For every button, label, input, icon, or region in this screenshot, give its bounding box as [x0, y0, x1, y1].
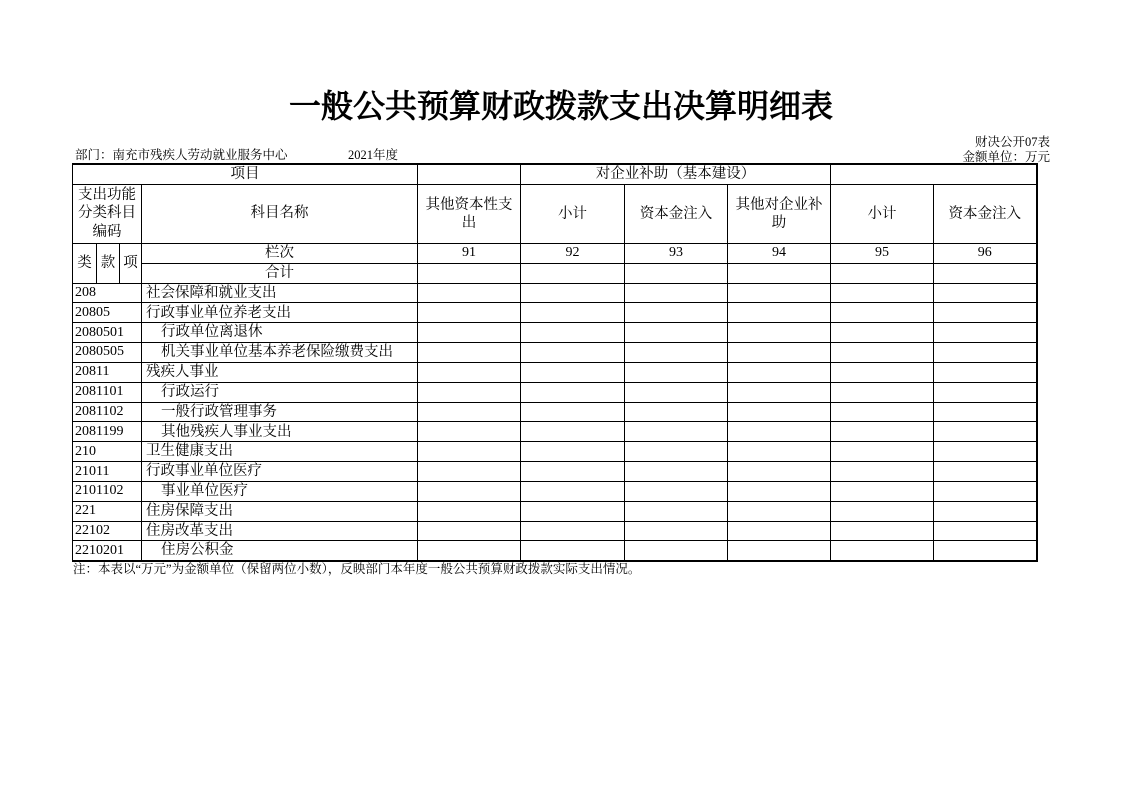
- form-code: 财决公开07表: [974, 135, 1050, 149]
- header-blank-cell: [418, 164, 521, 184]
- subject-code-cell: 22102: [73, 521, 142, 541]
- table-row: [73, 462, 1037, 482]
- column-header-label: 小计: [867, 205, 897, 222]
- amount-cell: [934, 462, 1037, 482]
- amount-cell: [418, 283, 521, 303]
- amount-cell: [728, 343, 831, 363]
- column-header-label: 资本金注入: [639, 205, 713, 222]
- amount-cell: [934, 442, 1037, 462]
- amount-cell: [521, 501, 625, 521]
- table-body: [73, 283, 1037, 561]
- fiscal-year: 2021年度: [348, 148, 399, 162]
- amount-cell: [625, 382, 728, 402]
- amount-cell: [728, 501, 831, 521]
- amount-cell: [521, 521, 625, 541]
- subject-name-cell: 住房公积金: [142, 541, 418, 561]
- table-row: [73, 442, 1037, 462]
- code-header: 支出功能分类科目编码: [78, 186, 136, 240]
- header-row-groups: [73, 164, 1037, 184]
- code-level-class: 类: [73, 243, 97, 283]
- amount-cell: [728, 323, 831, 343]
- amount-cell: [625, 323, 728, 343]
- amount-cell: [418, 343, 521, 363]
- amount-cell: [934, 382, 1037, 402]
- subject-code-cell: 21011: [73, 462, 142, 482]
- header-blank-cell: [831, 164, 1037, 184]
- amount-cell: [934, 481, 1037, 501]
- amount-cell: [521, 402, 625, 422]
- amount-cell: [831, 303, 934, 323]
- subject-code-cell: 2210201: [73, 541, 142, 561]
- report-title: 一般公共预算财政拨款支出决算明细表: [288, 88, 833, 124]
- amount-cell: [625, 462, 728, 482]
- department: 部门：南充市残疾人劳动就业服务中心: [75, 148, 288, 162]
- total-amount-cell: [934, 263, 1037, 283]
- subject-name-cell: 事业单位医疗: [142, 481, 418, 501]
- amount-cell: [418, 541, 521, 561]
- amount-cell: [831, 343, 934, 363]
- subject-code-cell: 2081199: [73, 422, 142, 442]
- amount-cell: [831, 323, 934, 343]
- column-number: 95: [831, 243, 934, 263]
- amount-cell: [418, 501, 521, 521]
- table-row: [73, 402, 1037, 422]
- amount-cell: [521, 462, 625, 482]
- header-row-columns: [73, 184, 1037, 243]
- subject-code-cell: 2081102: [73, 402, 142, 422]
- column-header-cell: [728, 184, 831, 243]
- total-label: 合计: [142, 263, 418, 283]
- amount-cell: [728, 283, 831, 303]
- subject-code-cell: 20811: [73, 362, 142, 382]
- amount-cell: [728, 521, 831, 541]
- amount-cell: [625, 343, 728, 363]
- footnote: 注：本表以“万元”为金额单位（保留两位小数），反映部门本年度一般公共预算财政拨款实际支出情况。: [73, 562, 641, 576]
- amount-cell: [728, 362, 831, 382]
- amount-cell: [728, 462, 831, 482]
- column-header-cell: [521, 184, 625, 243]
- column-header-cell: [934, 184, 1037, 243]
- amount-cell: [521, 481, 625, 501]
- amount-cell: [934, 521, 1037, 541]
- amount-cell: [625, 283, 728, 303]
- table-row: [73, 422, 1037, 442]
- table-row: [73, 521, 1037, 541]
- amount-cell: [831, 501, 934, 521]
- header-item: 项目: [73, 164, 418, 184]
- table-row: [73, 541, 1037, 561]
- subject-code-cell: 2080501: [73, 323, 142, 343]
- amount-cell: [728, 541, 831, 561]
- amount-cell: [521, 323, 625, 343]
- total-amount-cell: [625, 263, 728, 283]
- subject-name-cell: 社会保障和就业支出: [142, 283, 418, 303]
- subject-name-cell: 行政事业单位养老支出: [142, 303, 418, 323]
- amount-cell: [418, 521, 521, 541]
- amount-cell: [934, 402, 1037, 422]
- amount-cell: [625, 442, 728, 462]
- subject-name-cell: 住房改革支出: [142, 521, 418, 541]
- subject-name-cell: 其他残疾人事业支出: [142, 422, 418, 442]
- table-row: [73, 501, 1037, 521]
- table-row: [73, 382, 1037, 402]
- amount-cell: [625, 481, 728, 501]
- column-header-label: 小计: [558, 205, 587, 222]
- amount-cell: [728, 382, 831, 402]
- column-header-label: 资本金注入: [948, 205, 1021, 222]
- amount-cell: [418, 382, 521, 402]
- subject-name-cell: 行政运行: [142, 382, 418, 402]
- amount-cell: [418, 422, 521, 442]
- subject-code-cell: 221: [73, 501, 142, 521]
- amount-cell: [831, 462, 934, 482]
- subject-code-cell: 2080505: [73, 343, 142, 363]
- subject-code-cell: 2101102: [73, 481, 142, 501]
- column-number: 94: [728, 243, 831, 263]
- amount-cell: [625, 362, 728, 382]
- amount-cell: [728, 303, 831, 323]
- amount-cell: [418, 303, 521, 323]
- amount-cell: [625, 541, 728, 561]
- amount-cell: [625, 303, 728, 323]
- amount-cell: [521, 283, 625, 303]
- subject-name-cell: 行政事业单位医疗: [142, 462, 418, 482]
- subject-name-cell: 住房保障支出: [142, 501, 418, 521]
- table-row: [73, 283, 1037, 303]
- amount-cell: [625, 402, 728, 422]
- amount-cell: [831, 481, 934, 501]
- amount-cell: [831, 521, 934, 541]
- amount-cell: [934, 362, 1037, 382]
- amount-cell: [831, 422, 934, 442]
- amount-cell: [418, 362, 521, 382]
- amount-cell: [521, 422, 625, 442]
- column-number: 91: [418, 243, 521, 263]
- amount-cell: [418, 323, 521, 343]
- amount-cell: [934, 422, 1037, 442]
- amount-cell: [521, 382, 625, 402]
- amount-cell: [831, 283, 934, 303]
- subject-code-cell: 20805: [73, 303, 142, 323]
- subject-name-cell: 残疾人事业: [142, 362, 418, 382]
- amount-cell: [934, 541, 1037, 561]
- subject-code-cell: 210: [73, 442, 142, 462]
- subject-name-cell: 卫生健康支出: [142, 442, 418, 462]
- amount-cell: [625, 422, 728, 442]
- amount-cell: [831, 362, 934, 382]
- total-row: [73, 263, 1037, 283]
- column-number: 92: [521, 243, 625, 263]
- table-row: [73, 362, 1037, 382]
- amount-cell: [521, 343, 625, 363]
- amount-cell: [934, 343, 1037, 363]
- subject-name-cell: 机关事业单位基本养老保险缴费支出: [142, 343, 418, 363]
- code-level-section: 款: [97, 243, 120, 283]
- amount-cell: [728, 402, 831, 422]
- amount-cell: [831, 382, 934, 402]
- total-amount-cell: [831, 263, 934, 283]
- amount-cell: [728, 442, 831, 462]
- column-number: 96: [934, 243, 1037, 263]
- header-group-enterprise-subsidy: 对企业补助（基本建设）: [521, 164, 831, 184]
- table-row: [73, 481, 1037, 501]
- table-row: [73, 303, 1037, 323]
- amount-cell: [521, 362, 625, 382]
- column-number-row: [73, 243, 1037, 263]
- subject-name-cell: 行政单位离退休: [142, 323, 418, 343]
- amount-cell: [521, 303, 625, 323]
- amount-cell: [934, 323, 1037, 343]
- amount-cell: [934, 283, 1037, 303]
- amount-cell: [418, 481, 521, 501]
- amount-cell: [934, 303, 1037, 323]
- amount-cell: [728, 422, 831, 442]
- subject-code-cell: 2081101: [73, 382, 142, 402]
- amount-cell: [831, 402, 934, 422]
- column-number-label: 栏次: [142, 243, 418, 263]
- column-number: 93: [625, 243, 728, 263]
- subject-name-cell: 一般行政管理事务: [142, 402, 418, 422]
- name-header: 科目名称: [142, 184, 418, 243]
- amount-cell: [418, 442, 521, 462]
- column-header-cell: [625, 184, 728, 243]
- expenditure-detail-table: [72, 163, 1038, 562]
- amount-cell: [418, 402, 521, 422]
- amount-cell: [831, 541, 934, 561]
- amount-unit: 金额单位：万元: [962, 150, 1050, 164]
- total-amount-cell: [521, 263, 625, 283]
- amount-cell: [625, 501, 728, 521]
- column-header-label: 其他对企业补助: [735, 196, 823, 231]
- code-header-cell: [73, 184, 142, 243]
- amount-cell: [521, 541, 625, 561]
- table-row: [73, 343, 1037, 363]
- column-header-cell: [831, 184, 934, 243]
- amount-cell: [625, 521, 728, 541]
- column-header-cell: [418, 184, 521, 243]
- amount-cell: [521, 442, 625, 462]
- code-level-item: 项: [120, 243, 142, 283]
- subject-code-cell: 208: [73, 283, 142, 303]
- total-amount-cell: [728, 263, 831, 283]
- table-row: [73, 323, 1037, 343]
- column-header-label: 其他资本性支出: [425, 196, 513, 231]
- amount-cell: [831, 442, 934, 462]
- amount-cell: [934, 501, 1037, 521]
- amount-cell: [728, 481, 831, 501]
- amount-cell: [418, 462, 521, 482]
- total-amount-cell: [418, 263, 521, 283]
